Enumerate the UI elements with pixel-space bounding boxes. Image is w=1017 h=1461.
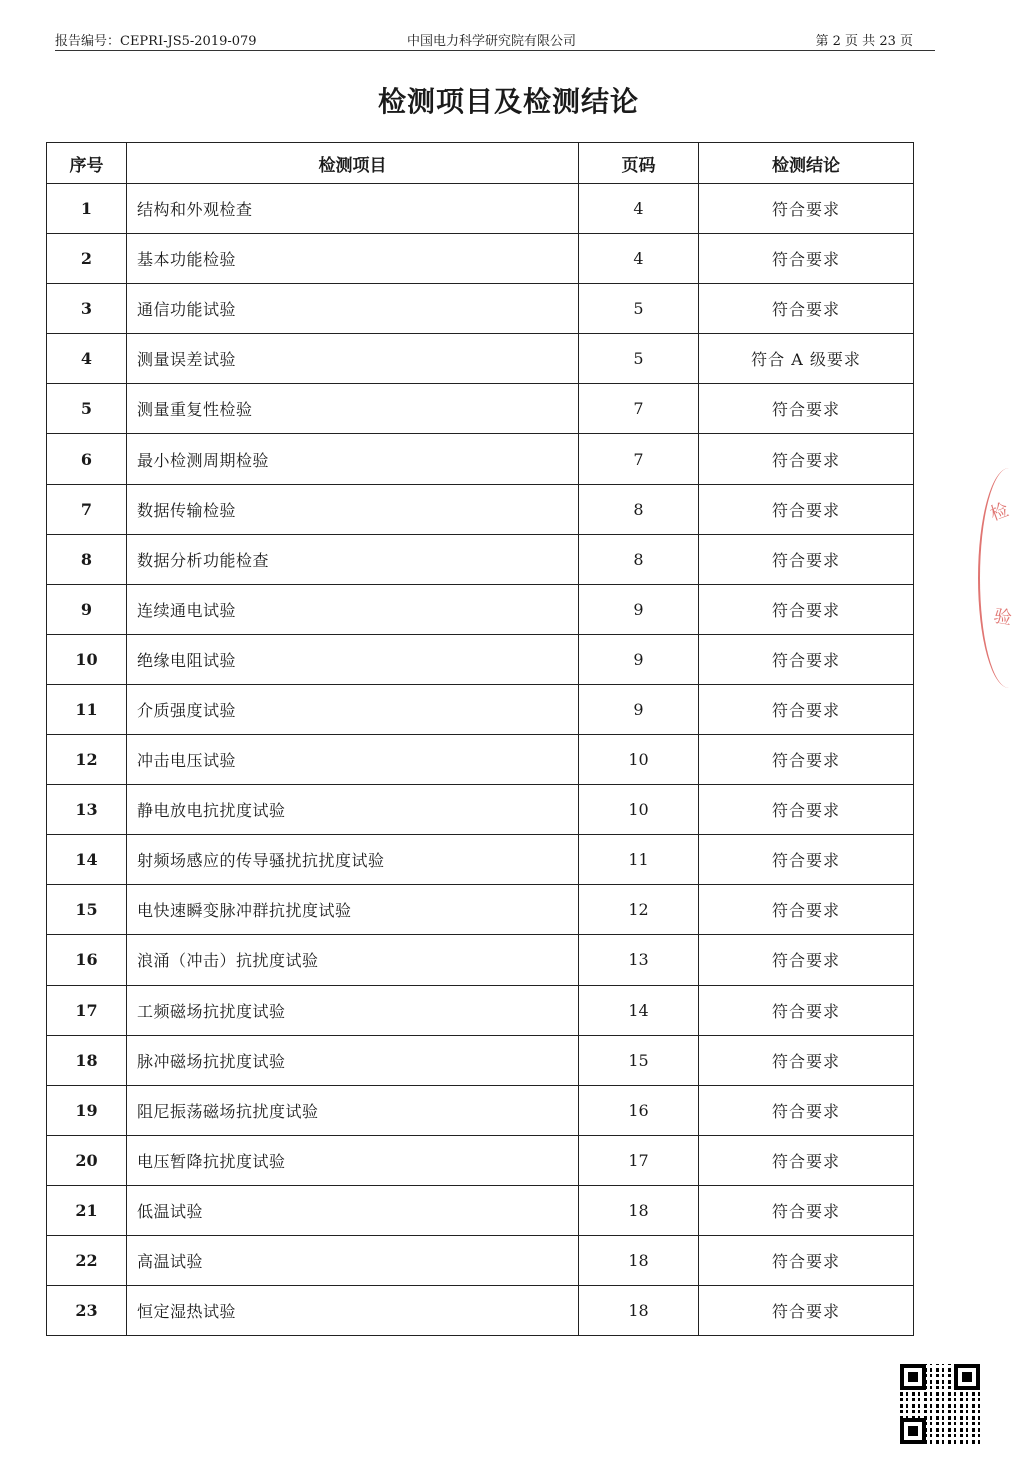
cell-page: 18 bbox=[579, 1286, 699, 1336]
stamp-char: 验 bbox=[992, 605, 1014, 630]
table-row bbox=[47, 184, 914, 234]
seal-stamp bbox=[978, 468, 1017, 688]
cell-page: 17 bbox=[579, 1135, 699, 1185]
cell-result: 符合要求 bbox=[699, 735, 914, 785]
cell-no: 14 bbox=[47, 835, 127, 885]
cell-page: 16 bbox=[579, 1085, 699, 1135]
cell-result: 符合 A 级要求 bbox=[699, 334, 914, 384]
cell-page: 14 bbox=[579, 985, 699, 1035]
cell-result: 符合要求 bbox=[699, 684, 914, 734]
table-row bbox=[47, 434, 914, 484]
cell-page: 12 bbox=[579, 885, 699, 935]
table-row bbox=[47, 835, 914, 885]
cell-result: 符合要求 bbox=[699, 484, 914, 534]
cell-page: 8 bbox=[579, 484, 699, 534]
cell-item: 射频场感应的传导骚扰抗扰度试验 bbox=[127, 835, 579, 885]
page-header bbox=[55, 28, 935, 51]
cell-result: 符合要求 bbox=[699, 634, 914, 684]
column-header-item: 检测项目 bbox=[127, 143, 579, 184]
cell-result: 符合要求 bbox=[699, 885, 914, 935]
cell-result: 符合要求 bbox=[699, 1085, 914, 1135]
cell-item: 静电放电抗扰度试验 bbox=[127, 785, 579, 835]
table-row bbox=[47, 684, 914, 734]
table-row bbox=[47, 1085, 914, 1135]
page-info: 第 2 页 共 23 页 bbox=[815, 34, 913, 49]
cell-item: 测量误差试验 bbox=[127, 334, 579, 384]
cell-page: 15 bbox=[579, 1035, 699, 1085]
cell-page: 9 bbox=[579, 634, 699, 684]
cell-page: 8 bbox=[579, 534, 699, 584]
cell-page: 7 bbox=[579, 434, 699, 484]
table-row bbox=[47, 1235, 914, 1285]
cell-result: 符合要求 bbox=[699, 434, 914, 484]
cell-page: 13 bbox=[579, 935, 699, 985]
cell-item: 冲击电压试验 bbox=[127, 735, 579, 785]
cell-item: 工频磁场抗扰度试验 bbox=[127, 985, 579, 1035]
cell-page: 9 bbox=[579, 684, 699, 734]
table-row bbox=[47, 985, 914, 1035]
cell-page: 18 bbox=[579, 1185, 699, 1235]
table-row bbox=[47, 1286, 914, 1336]
table-row bbox=[47, 935, 914, 985]
cell-no: 8 bbox=[47, 534, 127, 584]
cell-page: 10 bbox=[579, 785, 699, 835]
table-body bbox=[47, 184, 914, 1336]
cell-result: 符合要求 bbox=[699, 935, 914, 985]
cell-result: 符合要求 bbox=[699, 785, 914, 835]
cell-result: 符合要求 bbox=[699, 1135, 914, 1185]
qr-finder bbox=[900, 1364, 926, 1390]
cell-no: 18 bbox=[47, 1035, 127, 1085]
cell-no: 19 bbox=[47, 1085, 127, 1135]
cell-item: 低温试验 bbox=[127, 1185, 579, 1235]
cell-item: 结构和外观检查 bbox=[127, 184, 579, 234]
qr-finder bbox=[954, 1364, 980, 1390]
stamp-char: 检 bbox=[987, 499, 1012, 526]
cell-item: 介质强度试验 bbox=[127, 684, 579, 734]
cell-result: 符合要求 bbox=[699, 1235, 914, 1285]
cell-result: 符合要求 bbox=[699, 1185, 914, 1235]
table-row bbox=[47, 634, 914, 684]
page-title: 检测项目及检测结论 bbox=[377, 85, 639, 118]
cell-page: 11 bbox=[579, 835, 699, 885]
cell-page: 10 bbox=[579, 735, 699, 785]
cell-result: 符合要求 bbox=[699, 234, 914, 284]
cell-item: 阻尼振荡磁场抗扰度试验 bbox=[127, 1085, 579, 1135]
cell-item: 最小检测周期检验 bbox=[127, 434, 579, 484]
cell-page: 18 bbox=[579, 1235, 699, 1285]
results-table bbox=[46, 142, 914, 1336]
table-row bbox=[47, 1185, 914, 1235]
cell-no: 10 bbox=[47, 634, 127, 684]
cell-no: 5 bbox=[47, 384, 127, 434]
cell-no: 7 bbox=[47, 484, 127, 534]
cell-result: 符合要求 bbox=[699, 985, 914, 1035]
table-row bbox=[47, 284, 914, 334]
cell-no: 20 bbox=[47, 1135, 127, 1185]
cell-page: 7 bbox=[579, 384, 699, 434]
table-row bbox=[47, 234, 914, 284]
qr-finder bbox=[900, 1418, 926, 1444]
cell-item: 数据分析功能检查 bbox=[127, 534, 579, 584]
cell-item: 恒定湿热试验 bbox=[127, 1286, 579, 1336]
table-row bbox=[47, 885, 914, 935]
table-header-row bbox=[47, 143, 914, 184]
cell-item: 脉冲磁场抗扰度试验 bbox=[127, 1035, 579, 1085]
cell-result: 符合要求 bbox=[699, 835, 914, 885]
table-row bbox=[47, 1135, 914, 1185]
cell-page: 4 bbox=[579, 234, 699, 284]
cell-item: 数据传输检验 bbox=[127, 484, 579, 534]
cell-no: 6 bbox=[47, 434, 127, 484]
table-row bbox=[47, 584, 914, 634]
table-row bbox=[47, 735, 914, 785]
cell-item: 测量重复性检验 bbox=[127, 384, 579, 434]
cell-result: 符合要求 bbox=[699, 184, 914, 234]
cell-no: 23 bbox=[47, 1286, 127, 1336]
cell-no: 15 bbox=[47, 885, 127, 935]
company-name: 中国电力科学研究院有限公司 bbox=[407, 34, 577, 49]
cell-no: 2 bbox=[47, 234, 127, 284]
cell-no: 22 bbox=[47, 1235, 127, 1285]
cell-no: 16 bbox=[47, 935, 127, 985]
table-row bbox=[47, 384, 914, 434]
cell-no: 13 bbox=[47, 785, 127, 835]
cell-page: 4 bbox=[579, 184, 699, 234]
cell-no: 21 bbox=[47, 1185, 127, 1235]
cell-no: 1 bbox=[47, 184, 127, 234]
cell-item: 高温试验 bbox=[127, 1235, 579, 1285]
table-row bbox=[47, 1035, 914, 1085]
qr-code-icon bbox=[900, 1364, 980, 1444]
table-row bbox=[47, 785, 914, 835]
cell-no: 17 bbox=[47, 985, 127, 1035]
cell-page: 9 bbox=[579, 584, 699, 634]
cell-page: 5 bbox=[579, 284, 699, 334]
cell-result: 符合要求 bbox=[699, 1035, 914, 1085]
cell-result: 符合要求 bbox=[699, 384, 914, 434]
cell-item: 通信功能试验 bbox=[127, 284, 579, 334]
table-row bbox=[47, 534, 914, 584]
cell-result: 符合要求 bbox=[699, 534, 914, 584]
cell-no: 11 bbox=[47, 684, 127, 734]
column-header-no: 序号 bbox=[47, 143, 127, 184]
cell-no: 3 bbox=[47, 284, 127, 334]
cell-item: 连续通电试验 bbox=[127, 584, 579, 634]
cell-result: 符合要求 bbox=[699, 584, 914, 634]
cell-page: 5 bbox=[579, 334, 699, 384]
cell-item: 浪涌（冲击）抗扰度试验 bbox=[127, 935, 579, 985]
cell-no: 9 bbox=[47, 584, 127, 634]
table-row bbox=[47, 334, 914, 384]
cell-no: 12 bbox=[47, 735, 127, 785]
cell-item: 绝缘电阻试验 bbox=[127, 634, 579, 684]
column-header-page: 页码 bbox=[579, 143, 699, 184]
table-row bbox=[47, 484, 914, 534]
cell-item: 基本功能检验 bbox=[127, 234, 579, 284]
cell-item: 电压暂降抗扰度试验 bbox=[127, 1135, 579, 1185]
report-number: 报告编号：CEPRI-JS5-2019-079 bbox=[55, 34, 257, 49]
cell-result: 符合要求 bbox=[699, 284, 914, 334]
column-header-result: 检测结论 bbox=[699, 143, 914, 184]
cell-no: 4 bbox=[47, 334, 127, 384]
cell-item: 电快速瞬变脉冲群抗扰度试验 bbox=[127, 885, 579, 935]
cell-result: 符合要求 bbox=[699, 1286, 914, 1336]
